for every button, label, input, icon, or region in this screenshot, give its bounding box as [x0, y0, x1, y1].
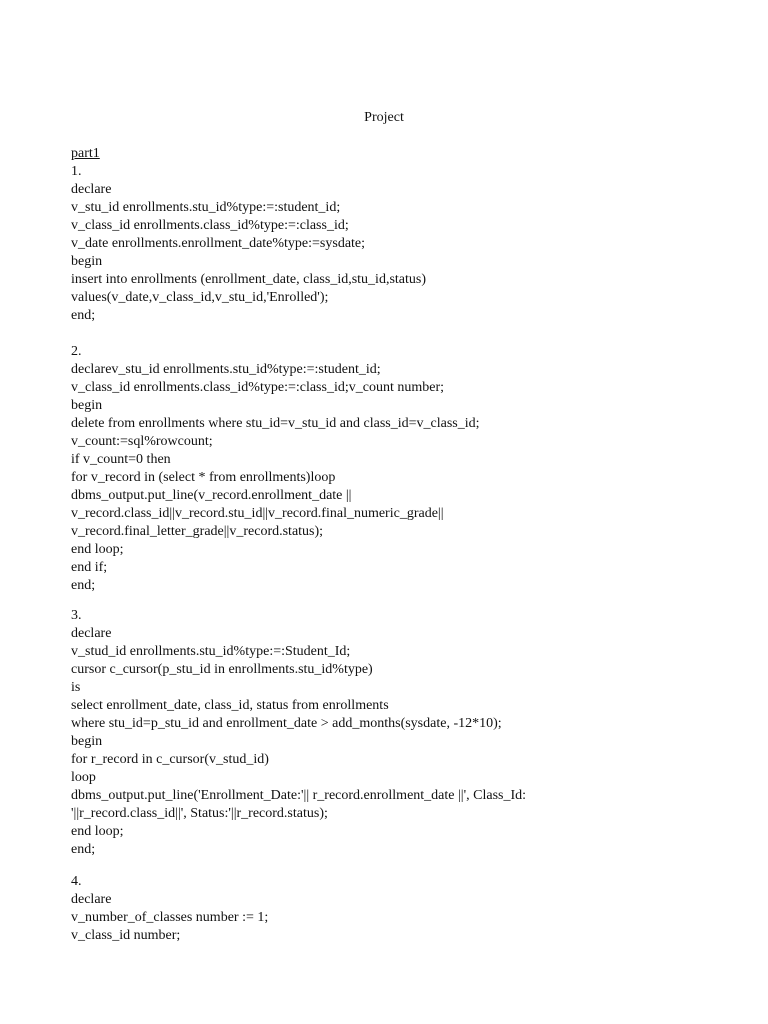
code-line: v_count:=sql%rowcount; [71, 434, 213, 449]
code-line: dbms_output.put_line(v_record.enrollment_date || [71, 488, 352, 503]
code-line: begin [71, 734, 103, 749]
code-line: where stu_id=p_stu_id and enrollment_date > add_months(sysdate, -12*10); [71, 716, 502, 731]
code-line: end; [71, 578, 96, 593]
code-line: values(v_date,v_class_id,v_stu_id,'Enrolled'); [71, 290, 329, 305]
section-heading: part1 [71, 146, 100, 161]
code-line: v_class_id number; [71, 928, 181, 943]
code-line: for r_record in c_cursor(v_stud_id) [71, 752, 269, 767]
code-line: declare [71, 626, 112, 641]
code-line: v_date enrollments.enrollment_date%type:=sysdate; [71, 236, 366, 251]
code-line: v_class_id enrollments.class_id%type:=:class_id;v_count number; [71, 380, 444, 395]
page-title: Project [364, 110, 404, 125]
code-line: v_number_of_classes number := 1; [71, 910, 269, 925]
code-block-3 [71, 607, 591, 859]
code-line: v_record.class_id||v_record.stu_id||v_record.final_numeric_grade|| [71, 506, 444, 521]
code-line: dbms_output.put_line('Enrollment_Date:'|| r_record.enrollment_date ||', Class_Id: [71, 788, 527, 803]
code-line: cursor c_cursor(p_stu_id in enrollments.stu_id%type) [71, 662, 373, 677]
code-line: v_record.final_letter_grade||v_record.status); [71, 524, 324, 539]
code-line: 2. [71, 344, 82, 359]
code-line: begin [71, 398, 103, 413]
code-line: is [71, 680, 81, 695]
code-line: begin [71, 254, 103, 269]
code-line: end; [71, 308, 96, 323]
code-block-4 [71, 873, 591, 945]
code-line: insert into enrollments (enrollment_date, class_id,stu_id,status) [71, 272, 426, 287]
code-block-1 [71, 163, 591, 325]
code-line: 4. [71, 874, 82, 889]
code-line: v_class_id enrollments.class_id%type:=:class_id; [71, 218, 349, 233]
code-line: v_stud_id enrollments.stu_id%type:=:Student_Id; [71, 644, 351, 659]
code-line: declare [71, 892, 112, 907]
code-line: end; [71, 842, 96, 857]
code-line: 1. [71, 164, 82, 179]
code-line: delete from enrollments where stu_id=v_stu_id and class_id=v_class_id; [71, 416, 480, 431]
code-line: select enrollment_date, class_id, status from enrollments [71, 698, 389, 713]
code-line: end loop; [71, 824, 124, 839]
code-line: '||r_record.class_id||', Status:'||r_record.status); [71, 806, 328, 821]
code-block-2 [71, 343, 591, 595]
code-line: end loop; [71, 542, 124, 557]
code-line: if v_count=0 then [71, 452, 171, 467]
code-line: loop [71, 770, 96, 785]
code-line: 3. [71, 608, 82, 623]
code-line: declarev_stu_id enrollments.stu_id%type:=:student_id; [71, 362, 381, 377]
code-line: v_stu_id enrollments.stu_id%type:=:student_id; [71, 200, 341, 215]
code-line: declare [71, 182, 112, 197]
code-line: for v_record in (select * from enrollments)loop [71, 470, 336, 485]
code-line: end if; [71, 560, 108, 575]
